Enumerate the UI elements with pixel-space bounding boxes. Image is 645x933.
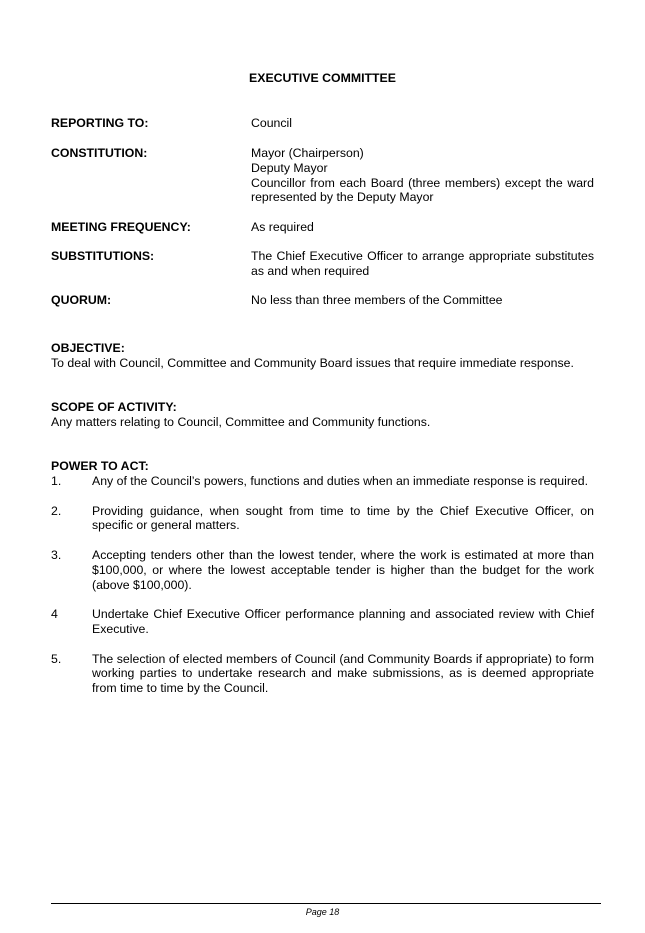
list-item (51, 548, 594, 592)
field-quorum (51, 293, 594, 308)
field-reporting-to (51, 116, 594, 131)
field-substitutions (51, 249, 594, 279)
field-constitution (51, 146, 594, 205)
field-value (251, 249, 594, 279)
item-text: Any of the Council’s powers, functions and duties when an immediate response is required. (92, 474, 589, 488)
item-number: 1. (51, 474, 62, 488)
item-number: 4 (51, 607, 58, 622)
field-meeting-frequency (51, 220, 594, 235)
item-text: Accepting tenders other than the lowest tender, where the work is estimated at more than $100,000, or where the lowest acceptable tender is higher than the budget for the work (above $100,000). (92, 547, 594, 592)
item-number: 3. (51, 547, 62, 562)
field-value (251, 116, 594, 131)
field-label: MEETING FREQUENCY: (51, 220, 191, 234)
list-item (51, 474, 594, 489)
item-text: Undertake Chief Executive Officer performance planning and associated review with Chief Executive. (92, 607, 594, 636)
field-label: QUORUM: (51, 293, 112, 307)
item-text: The selection of elected members of Council (and Community Boards if appropriate) to form working parties to undertake research and make submissions, as is deemed appropriate from time to time by the Council. (92, 651, 594, 696)
section-heading: SCOPE OF ACTIVITY: (51, 400, 177, 414)
field-label: REPORTING TO: (51, 116, 149, 130)
item-text: Providing guidance, when sought from time to time by the Chief Executive Officer, on specific or general matters. (92, 503, 594, 533)
section-power-to-act (51, 459, 594, 474)
value-line: The Chief Executive Officer to arrange appropriate substitutes as and when required (251, 249, 594, 278)
document-title: EXECUTIVE COMMITTEE (249, 71, 396, 85)
value-line: Mayor (Chairperson) (251, 146, 364, 160)
list-item (51, 652, 594, 696)
field-label: CONSTITUTION: (51, 146, 148, 160)
item-number: 5. (51, 651, 62, 666)
field-label: SUBSTITUTIONS: (51, 249, 155, 263)
section-text: To deal with Council, Committee and Community Board issues that require immediate response. (51, 355, 574, 370)
section-objective (51, 341, 594, 371)
field-value (251, 293, 594, 308)
item-number: 2. (51, 503, 62, 518)
power-list (51, 474, 594, 711)
value-line: No less than three members of the Committee (251, 293, 503, 307)
value-line: Deputy Mayor (251, 160, 328, 175)
list-item (51, 504, 594, 534)
list-item (51, 607, 594, 637)
value-line: As required (251, 220, 314, 234)
section-text: Any matters relating to Council, Committee and Community functions. (51, 414, 431, 429)
page-number: Page 18 (305, 907, 340, 917)
section-scope (51, 400, 594, 430)
value-line: Councillor from each Board (three members) except the ward represented by the Deputy Mayor (251, 175, 594, 205)
field-value (251, 220, 594, 235)
section-heading: POWER TO ACT: (51, 459, 149, 473)
footer-divider (51, 903, 601, 904)
section-heading: OBJECTIVE: (51, 341, 125, 355)
value-line: Council (251, 116, 293, 130)
field-value (251, 146, 594, 205)
